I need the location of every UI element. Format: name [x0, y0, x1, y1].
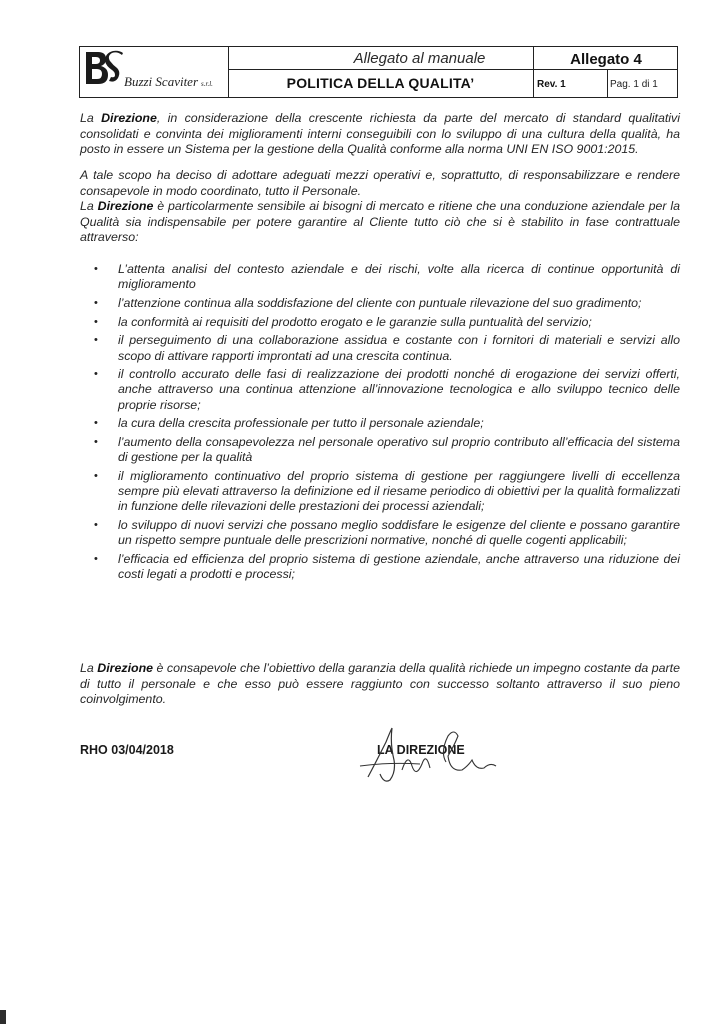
market-paragraph: La Direzione è particolarmente sensibile ai bisogni di mercato e ritiene che una conduzione aziendale per la Qualità sia indispensabile per potere garantire al Cliente tutto ciò che si è stabilito in fase contrattuale attraverso:: [80, 199, 680, 244]
attachment-label: Allegato 4: [570, 51, 642, 68]
document-header-table: [79, 46, 678, 98]
scan-edge-mark: [0, 1010, 6, 1024]
revision-label: Rev. 1: [537, 79, 566, 90]
list-item: • l’aumento della consapevolezza nel personale operativo sul proprio contributo all’efficacia del sistema di gestione per la qualità: [94, 435, 680, 465]
bs-logo-icon: [84, 50, 124, 86]
page-number: Pag. 1 di 1: [610, 79, 658, 90]
company-suffix: s.r.l.: [201, 80, 213, 88]
place-date: RHO 03/04/2018: [80, 743, 174, 757]
closing-paragraph: La Direzione è consapevole che l’obiettivo della garanzia della qualità richiede un impegno costante da parte di tutto il personale e che esso può essere raggiunto con successo soltanto attraverso il suo pieno coinvolgimento.: [80, 661, 680, 706]
list-item: • il miglioramento continuativo del proprio sistema di gestione per raggiungere livelli di eccellenza sempre più elevati attraverso la definizione ed il riesame periodico di obiettivi per la qualità formalizzati in funzione delle rilevazioni delle prestazioni dei processi aziendali;: [94, 468, 680, 514]
list-item: • lo sviluppo di nuovi servizi che possano meglio soddisfare le esigenze del cliente e possano garantire un rispetto sempre puntuale delle prescrizioni normative, nonché di quelle cogenti applicabili;: [94, 518, 680, 548]
manual-label: Allegato al manuale: [353, 50, 486, 67]
signature-icon: [350, 722, 510, 787]
company-logo: [80, 47, 228, 97]
company-name: Buzzi Scaviter s.r.l.: [124, 74, 213, 89]
list-item: • il perseguimento di una collaborazione assidua e costante con i fornitori di materiali e servizi allo scopo di attivare rapporti improntati ad una crescita continua.: [94, 333, 680, 363]
list-item: • la conformità ai requisiti del prodotto erogato e le garanzie sulla puntualità del servizio;: [94, 314, 592, 329]
scope-paragraph: A tale scopo ha deciso di adottare adeguati mezzi operativi e, soprattutto, di responsabilizzare e rendere consapevole in modo coordinato, tutto il Personale.: [80, 168, 680, 198]
policy-bullet-list: [94, 262, 680, 586]
list-item: • la cura della crescita professionale per tutto il personale aziendale;: [94, 416, 484, 431]
list-item: • l’attenzione continua alla soddisfazione del cliente con puntuale rilevazione del suo gradimento;: [94, 295, 642, 310]
intro-paragraph: La Direzione, in considerazione della crescente richiesta da parte del mercato di standard qualitativi consolidati e convinta dei miglioramenti interni conseguibili con lo sviluppo di una cultura della qualità, ha posto in essere un Sistema per la gestione della Qualità conforme alla norma UNI EN ISO 9001:2015.: [80, 111, 680, 156]
list-item: • L’attenta analisi del contesto aziendale e dei rischi, volte alla ricerca di continue opportunità di miglioramento: [94, 262, 680, 292]
list-item: • l’efficacia ed efficienza del proprio sistema di gestione aziendale, anche attraverso una riduzione dei costi legati a prodotti e processi;: [94, 551, 680, 582]
document-title: POLITICA DELLA QUALITA’: [286, 75, 475, 91]
list-item: • il controllo accurato delle fasi di realizzazione dei prodotti nonché di erogazione dei servizi offerti, anche attraverso una continua attenzione all’innovazione tecnologica e allo sviluppo tecnico delle proprie risorse;: [94, 367, 680, 412]
signatory-label: LA DIREZIONE: [377, 743, 465, 757]
